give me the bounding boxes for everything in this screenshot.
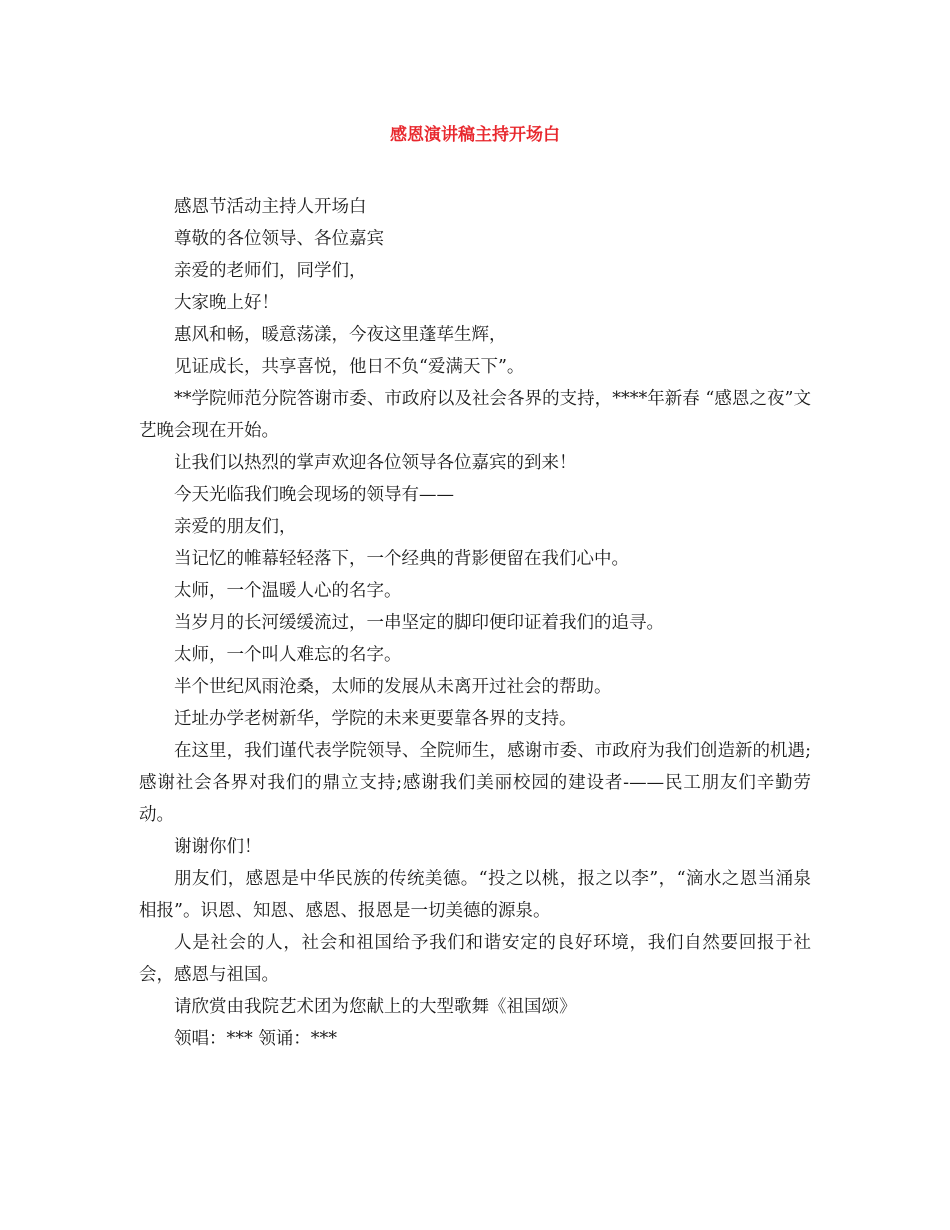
paragraph: 迁址办学老树新华，学院的未来更要靠各界的支持。 [174, 709, 577, 729]
paragraph: 亲爱的朋友们， [174, 517, 297, 537]
paragraph: 领唱：*** 领诵：*** [174, 1029, 338, 1049]
paragraph: 太师，一个温暖人心的名字。 [174, 581, 402, 601]
paragraph: 半个世纪风雨沧桑，太师的发展从未离开过社会的帮助。 [174, 677, 612, 697]
paragraph: **学院师范分院答谢市委、市政府以及社会各界的支持，****年新春 “感恩之夜”文艺晚会现在开始。 [139, 389, 811, 441]
paragraph: 当岁月的长河缓缓流过，一串坚定的脚印便印证着我们的追寻。 [174, 613, 664, 633]
paragraph: 让我们以热烈的掌声欢迎各位领导各位嘉宾的到来！ [174, 453, 577, 473]
document-body [139, 191, 811, 1055]
paragraph: 大家晚上好！ [174, 293, 279, 313]
paragraph: 谢谢你们！ [174, 837, 262, 857]
paragraph: 感恩节活动主持人开场白 [174, 197, 367, 217]
paragraph: 惠风和畅，暖意荡漾，今夜这里蓬荜生辉， [174, 325, 507, 345]
paragraph: 今天光临我们晚会现场的领导有—— [174, 485, 454, 505]
paragraph: 请欣赏由我院艺术团为您献上的大型歌舞《祖国颂》 [174, 997, 577, 1017]
paragraph: 亲爱的老师们，同学们， [174, 261, 367, 281]
document-title: 感恩演讲稿主持开场白 [390, 125, 560, 145]
paragraph: 在这里，我们谨代表学院领导、全院师生，感谢市委、市政府为我们创造新的机遇;感谢社会各界对我们的鼎立支持;感谢我们美丽校园的建设者-——民工朋友们辛勤劳动。 [139, 741, 811, 825]
paragraph: 当记忆的帷幕轻轻落下，一个经典的背影便留在我们心中。 [174, 549, 629, 569]
paragraph: 见证成长，共享喜悦，他日不负“爱满天下”。 [174, 357, 525, 377]
paragraph: 朋友们，感恩是中华民族的传统美德。“投之以桃，报之以李”，“滴水之恩当涌泉相报”。识恩、知恩、感恩、报恩是一切美德的源泉。 [139, 869, 811, 921]
paragraph: 太师，一个叫人难忘的名字。 [174, 645, 402, 665]
paragraph: 人是社会的人，社会和祖国给予我们和谐安定的良好环境，我们自然要回报于社会，感恩与祖国。 [139, 933, 811, 985]
paragraph: 尊敬的各位领导、各位嘉宾 [174, 229, 384, 249]
